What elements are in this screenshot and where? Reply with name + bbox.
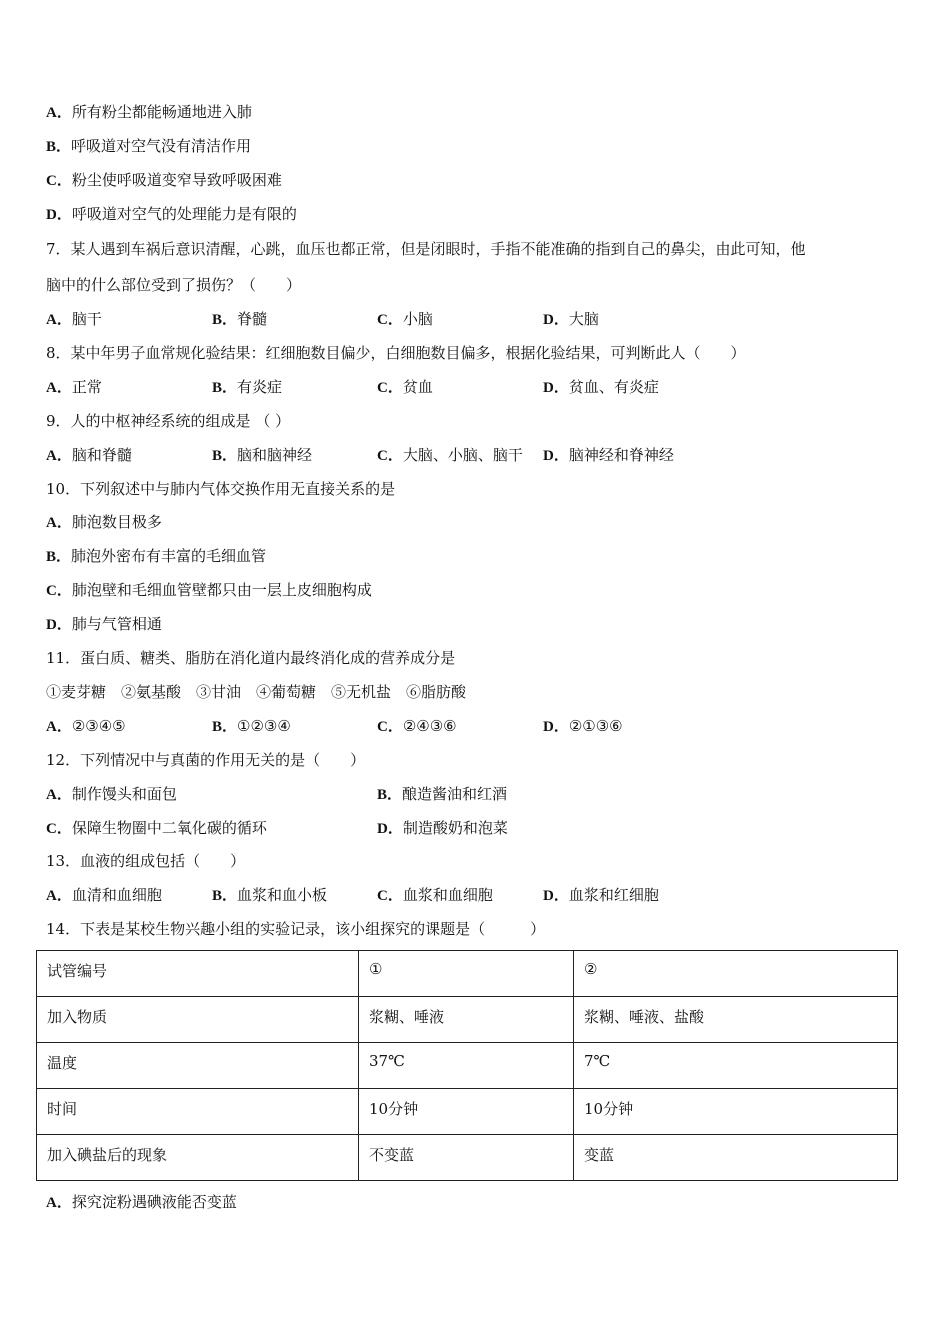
table-cell: 浆糊、唾液、盐酸 (574, 997, 898, 1043)
q9-option-b: B．脑和脑神经 (212, 446, 313, 464)
q9-option-c: C．大脑、小脑、脑干 (377, 446, 523, 464)
q11-option-a: A．②③④⑤ (46, 717, 126, 735)
q10-option-d: D．肺与气管相通 (46, 615, 162, 633)
table-cell: 加入碘盐后的现象 (37, 1135, 359, 1181)
q12-option-b: B．酿造酱油和红酒 (377, 785, 508, 803)
table-cell: 温度 (37, 1043, 359, 1089)
experiment-table (36, 950, 898, 1181)
q7-stem-line2: 脑中的什么部位受到了损伤？（ ） (46, 276, 302, 294)
q11-option-b: B．①②③④ (212, 717, 291, 735)
table-cell: 10分钟 (359, 1089, 574, 1135)
q14-stem: 14．下表是某校生物兴趣小组的实验记录，该小组探究的课题是（ ） (46, 920, 546, 938)
q11-items: ①麦芽糖 ②氨基酸 ③甘油 ④葡萄糖 ⑤无机盐 ⑥脂肪酸 (46, 683, 467, 701)
table-row (37, 997, 898, 1043)
q6-option-a: A．所有粉尘都能畅通地进入肺 (46, 103, 252, 121)
table-row (37, 1043, 898, 1089)
q8-option-c: C．贫血 (377, 378, 433, 396)
q13-option-a: A．血清和血细胞 (46, 886, 162, 904)
table-cell: ① (359, 951, 574, 997)
q8-option-d: D．贫血、有炎症 (543, 378, 659, 396)
table-row (37, 951, 898, 997)
q10-option-b: B．肺泡外密布有丰富的毛细血管 (46, 547, 267, 565)
q12-option-d: D．制造酸奶和泡菜 (377, 819, 508, 837)
q7-option-c: C．小脑 (377, 310, 433, 328)
q10-option-a: A．肺泡数目极多 (46, 513, 162, 531)
q12-option-a: A．制作馒头和面包 (46, 785, 177, 803)
table-cell: 37℃ (359, 1043, 574, 1089)
q8-option-b: B．有炎症 (212, 378, 283, 396)
q12-option-c: C．保障生物圈中二氧化碳的循环 (46, 819, 267, 837)
table-cell: 时间 (37, 1089, 359, 1135)
q7-option-a: A．脑干 (46, 310, 102, 328)
q9-option-a: A．脑和脊髓 (46, 446, 132, 464)
q6-option-d: D．呼吸道对空气的处理能力是有限的 (46, 205, 297, 223)
table-row (37, 1089, 898, 1135)
q13-option-c: C．血浆和血细胞 (377, 886, 493, 904)
q14-option-a: A．探究淀粉遇碘液能否变蓝 (46, 1193, 237, 1211)
q6-option-b: B．呼吸道对空气没有清洁作用 (46, 137, 252, 155)
q10-option-c: C．肺泡壁和毛细血管壁都只由一层上皮细胞构成 (46, 581, 372, 599)
table-cell: 试管编号 (37, 951, 359, 997)
table-cell: 浆糊、唾液 (359, 997, 574, 1043)
q9-option-d: D．脑神经和脊神经 (543, 446, 674, 464)
q11-option-c: C．②④③⑥ (377, 717, 457, 735)
q8-stem: 8．某中年男子血常规化验结果：红细胞数目偏少，白细胞数目偏多，根据化验结果，可判断此人（ ） (46, 344, 746, 362)
table-cell: 7℃ (574, 1043, 898, 1089)
q13-option-d: D．血浆和红细胞 (543, 886, 659, 904)
q9-stem: 9．人的中枢神经系统的组成是 （ ） (46, 412, 291, 430)
table-cell: 不变蓝 (359, 1135, 574, 1181)
table-row (37, 1135, 898, 1181)
q7-option-b: B．脊髓 (212, 310, 268, 328)
table-cell: ② (574, 951, 898, 997)
q8-option-a: A．正常 (46, 378, 102, 396)
q7-option-d: D．大脑 (543, 310, 599, 328)
q13-option-b: B．血浆和血小板 (212, 886, 328, 904)
q11-option-d: D．②①③⑥ (543, 717, 623, 735)
table-cell: 10分钟 (574, 1089, 898, 1135)
q6-option-c: C．粉尘使呼吸道变窄导致呼吸困难 (46, 171, 282, 189)
table-cell: 变蓝 (574, 1135, 898, 1181)
q11-stem: 11．蛋白质、糖类、脂肪在消化道内最终消化成的营养成分是 (46, 649, 456, 667)
q12-stem: 12．下列情况中与真菌的作用无关的是（ ） (46, 751, 366, 769)
table-cell: 加入物质 (37, 997, 359, 1043)
q10-stem: 10．下列叙述中与肺内气体交换作用无直接关系的是 (46, 480, 396, 498)
q7-stem-line1: 7．某人遇到车祸后意识清醒，心跳，血压也都正常，但是闭眼时，手指不能准确的指到自己的鼻尖，由此可知，他 (46, 240, 806, 258)
q13-stem: 13．血液的组成包括（ ） (46, 852, 246, 870)
